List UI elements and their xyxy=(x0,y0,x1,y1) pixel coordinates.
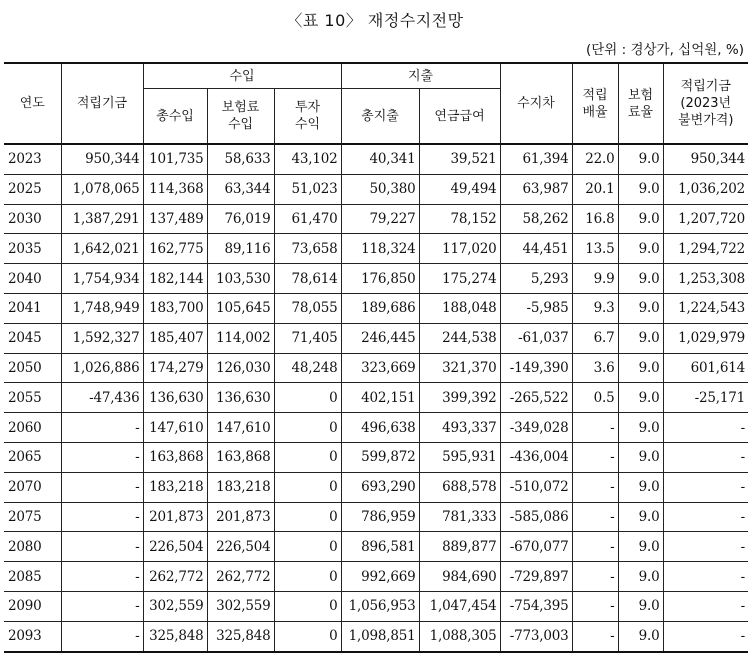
cell-fund-2023: 1,207,720 xyxy=(663,204,748,234)
cell-fund-2023: - xyxy=(663,591,748,621)
table-row xyxy=(4,293,748,323)
cell-reserve-ratio: - xyxy=(572,532,618,562)
cell-total-income: 325,848 xyxy=(143,621,207,651)
table-row xyxy=(4,204,748,234)
cell-total-expenditure: 323,669 xyxy=(341,353,419,383)
header-year: 연도 xyxy=(4,63,61,144)
cell-pension-benefit: 1,088,305 xyxy=(419,621,500,651)
table-body xyxy=(4,144,748,652)
header-investment-income: 투자 수익 xyxy=(274,89,341,145)
cell-fund: 1,642,021 xyxy=(61,234,143,264)
cell-contribution-rate: 9.0 xyxy=(618,621,663,651)
cell-fund-2023: 1,253,308 xyxy=(663,264,748,294)
cell-investment-income: 0 xyxy=(274,562,341,592)
cell-total-expenditure: 79,227 xyxy=(341,204,419,234)
cell-investment-income: 0 xyxy=(274,532,341,562)
header-total-income: 총수입 xyxy=(143,89,207,145)
cell-pension-benefit: 688,578 xyxy=(419,472,500,502)
cell-balance: -773,003 xyxy=(500,621,572,651)
cell-investment-income: 51,023 xyxy=(274,174,341,204)
table-row xyxy=(4,532,748,562)
cell-investment-income: 73,658 xyxy=(274,234,341,264)
cell-fund-2023: - xyxy=(663,413,748,443)
cell-fund: - xyxy=(61,442,143,472)
header-fund: 적립기금 xyxy=(61,63,143,144)
cell-fund-2023: 1,294,722 xyxy=(663,234,748,264)
cell-premium-income: 226,504 xyxy=(207,532,274,562)
header-expenditure: 지출 xyxy=(341,63,500,89)
table-row xyxy=(4,562,748,592)
cell-contribution-rate: 9.0 xyxy=(618,174,663,204)
cell-fund: - xyxy=(61,562,143,592)
cell-total-income: 162,775 xyxy=(143,234,207,264)
cell-fund: 1,592,327 xyxy=(61,323,143,353)
table-row xyxy=(4,502,748,532)
cell-investment-income: 0 xyxy=(274,591,341,621)
cell-fund: - xyxy=(61,413,143,443)
cell-pension-benefit: 1,047,454 xyxy=(419,591,500,621)
table-row xyxy=(4,234,748,264)
cell-total-income: 137,489 xyxy=(143,204,207,234)
cell-contribution-rate: 9.0 xyxy=(618,413,663,443)
cell-total-expenditure: 118,324 xyxy=(341,234,419,264)
cell-balance: -349,028 xyxy=(500,413,572,443)
header-pension-benefit: 연금급여 xyxy=(419,89,500,145)
cell-fund: - xyxy=(61,472,143,502)
cell-year: 2060 xyxy=(4,413,61,443)
cell-fund-2023: - xyxy=(663,562,748,592)
cell-pension-benefit: 175,274 xyxy=(419,264,500,294)
cell-contribution-rate: 9.0 xyxy=(618,204,663,234)
cell-pension-benefit: 244,538 xyxy=(419,323,500,353)
cell-pension-benefit: 188,048 xyxy=(419,293,500,323)
cell-year: 2070 xyxy=(4,472,61,502)
cell-total-expenditure: 992,669 xyxy=(341,562,419,592)
cell-contribution-rate: 9.0 xyxy=(618,502,663,532)
cell-total-expenditure: 189,686 xyxy=(341,293,419,323)
cell-premium-income: 114,002 xyxy=(207,323,274,353)
cell-total-income: 262,772 xyxy=(143,562,207,592)
cell-fund-2023: 601,614 xyxy=(663,353,748,383)
table-row xyxy=(4,174,748,204)
cell-total-expenditure: 693,290 xyxy=(341,472,419,502)
cell-fund-2023: 1,224,543 xyxy=(663,293,748,323)
table-row xyxy=(4,591,748,621)
cell-investment-income: 43,102 xyxy=(274,144,341,174)
cell-total-expenditure: 1,056,953 xyxy=(341,591,419,621)
cell-investment-income: 0 xyxy=(274,413,341,443)
cell-balance: 44,451 xyxy=(500,234,572,264)
cell-balance: -729,897 xyxy=(500,562,572,592)
cell-investment-income: 78,614 xyxy=(274,264,341,294)
cell-fund-2023: - xyxy=(663,621,748,651)
cell-year: 2093 xyxy=(4,621,61,651)
fiscal-projection-table xyxy=(4,62,748,653)
cell-total-expenditure: 1,098,851 xyxy=(341,621,419,651)
cell-total-expenditure: 50,380 xyxy=(341,174,419,204)
cell-pension-benefit: 117,020 xyxy=(419,234,500,264)
cell-fund-2023: -25,171 xyxy=(663,383,748,413)
cell-total-income: 163,868 xyxy=(143,442,207,472)
cell-total-income: 302,559 xyxy=(143,591,207,621)
header-contribution-rate: 보험 료율 xyxy=(618,63,663,144)
cell-premium-income: 163,868 xyxy=(207,442,274,472)
cell-pension-benefit: 399,392 xyxy=(419,383,500,413)
header-balance: 수지차 xyxy=(500,63,572,144)
cell-fund: 1,754,934 xyxy=(61,264,143,294)
cell-year: 2080 xyxy=(4,532,61,562)
cell-year: 2025 xyxy=(4,174,61,204)
cell-year: 2040 xyxy=(4,264,61,294)
cell-total-income: 201,873 xyxy=(143,502,207,532)
cell-reserve-ratio: 16.8 xyxy=(572,204,618,234)
cell-year: 2023 xyxy=(4,144,61,174)
cell-total-income: 136,630 xyxy=(143,383,207,413)
cell-contribution-rate: 9.0 xyxy=(618,293,663,323)
header-premium-income: 보험료 수입 xyxy=(207,89,274,145)
cell-fund-2023: - xyxy=(663,442,748,472)
cell-fund-2023: 1,029,979 xyxy=(663,323,748,353)
cell-investment-income: 0 xyxy=(274,621,341,651)
cell-total-income: 183,700 xyxy=(143,293,207,323)
cell-total-expenditure: 176,850 xyxy=(341,264,419,294)
cell-reserve-ratio: 20.1 xyxy=(572,174,618,204)
cell-fund: - xyxy=(61,532,143,562)
table-row xyxy=(4,621,748,651)
cell-reserve-ratio: - xyxy=(572,621,618,651)
cell-balance: -265,522 xyxy=(500,383,572,413)
cell-balance: 5,293 xyxy=(500,264,572,294)
cell-investment-income: 61,470 xyxy=(274,204,341,234)
cell-fund: - xyxy=(61,502,143,532)
cell-contribution-rate: 9.0 xyxy=(618,234,663,264)
cell-fund: - xyxy=(61,591,143,621)
cell-balance: -5,985 xyxy=(500,293,572,323)
cell-total-expenditure: 40,341 xyxy=(341,144,419,174)
cell-balance: 63,987 xyxy=(500,174,572,204)
cell-fund: 1,748,949 xyxy=(61,293,143,323)
cell-reserve-ratio: - xyxy=(572,591,618,621)
cell-premium-income: 302,559 xyxy=(207,591,274,621)
cell-total-income: 226,504 xyxy=(143,532,207,562)
cell-total-expenditure: 246,445 xyxy=(341,323,419,353)
table-row xyxy=(4,353,748,383)
cell-contribution-rate: 9.0 xyxy=(618,353,663,383)
cell-year: 2055 xyxy=(4,383,61,413)
cell-fund: 950,344 xyxy=(61,144,143,174)
cell-premium-income: 325,848 xyxy=(207,621,274,651)
cell-investment-income: 0 xyxy=(274,502,341,532)
header-income: 수입 xyxy=(143,63,341,89)
cell-investment-income: 78,055 xyxy=(274,293,341,323)
cell-reserve-ratio: - xyxy=(572,472,618,502)
cell-fund-2023: - xyxy=(663,502,748,532)
table-row xyxy=(4,144,748,174)
cell-balance: -585,086 xyxy=(500,502,572,532)
cell-year: 2045 xyxy=(4,323,61,353)
cell-premium-income: 147,610 xyxy=(207,413,274,443)
cell-contribution-rate: 9.0 xyxy=(618,562,663,592)
cell-total-expenditure: 599,872 xyxy=(341,442,419,472)
cell-contribution-rate: 9.0 xyxy=(618,323,663,353)
cell-premium-income: 183,218 xyxy=(207,472,274,502)
cell-contribution-rate: 9.0 xyxy=(618,532,663,562)
cell-total-income: 182,144 xyxy=(143,264,207,294)
cell-year: 2050 xyxy=(4,353,61,383)
header-total-expenditure: 총지출 xyxy=(341,89,419,145)
cell-contribution-rate: 9.0 xyxy=(618,472,663,502)
table-row xyxy=(4,413,748,443)
cell-balance: 58,262 xyxy=(500,204,572,234)
cell-contribution-rate: 9.0 xyxy=(618,264,663,294)
cell-premium-income: 58,633 xyxy=(207,144,274,174)
cell-reserve-ratio: - xyxy=(572,442,618,472)
cell-reserve-ratio: 6.7 xyxy=(572,323,618,353)
cell-premium-income: 126,030 xyxy=(207,353,274,383)
cell-pension-benefit: 984,690 xyxy=(419,562,500,592)
cell-balance: -149,390 xyxy=(500,353,572,383)
cell-fund: -47,436 xyxy=(61,383,143,413)
cell-pension-benefit: 49,494 xyxy=(419,174,500,204)
cell-total-income: 101,735 xyxy=(143,144,207,174)
cell-total-income: 114,368 xyxy=(143,174,207,204)
cell-total-expenditure: 786,959 xyxy=(341,502,419,532)
cell-fund: 1,078,065 xyxy=(61,174,143,204)
table-row xyxy=(4,323,748,353)
cell-reserve-ratio: 22.0 xyxy=(572,144,618,174)
cell-total-expenditure: 496,638 xyxy=(341,413,419,443)
cell-pension-benefit: 889,877 xyxy=(419,532,500,562)
cell-reserve-ratio: 9.9 xyxy=(572,264,618,294)
cell-pension-benefit: 493,337 xyxy=(419,413,500,443)
cell-reserve-ratio: 3.6 xyxy=(572,353,618,383)
cell-balance: 61,394 xyxy=(500,144,572,174)
cell-pension-benefit: 39,521 xyxy=(419,144,500,174)
cell-year: 2085 xyxy=(4,562,61,592)
cell-year: 2075 xyxy=(4,502,61,532)
cell-fund-2023: - xyxy=(663,472,748,502)
cell-investment-income: 0 xyxy=(274,383,341,413)
cell-fund: - xyxy=(61,621,143,651)
cell-reserve-ratio: 9.3 xyxy=(572,293,618,323)
table-title: 〈표 10〉 재정수지전망 xyxy=(286,11,464,30)
cell-total-expenditure: 896,581 xyxy=(341,532,419,562)
cell-reserve-ratio: - xyxy=(572,502,618,532)
cell-contribution-rate: 9.0 xyxy=(618,383,663,413)
cell-investment-income: 48,248 xyxy=(274,353,341,383)
cell-fund-2023: 950,344 xyxy=(663,144,748,174)
cell-balance: -754,395 xyxy=(500,591,572,621)
cell-pension-benefit: 781,333 xyxy=(419,502,500,532)
cell-investment-income: 71,405 xyxy=(274,323,341,353)
cell-year: 2035 xyxy=(4,234,61,264)
cell-contribution-rate: 9.0 xyxy=(618,591,663,621)
cell-contribution-rate: 9.0 xyxy=(618,442,663,472)
cell-total-income: 174,279 xyxy=(143,353,207,383)
unit-note: (단위 : 경상가, 십억원, %) xyxy=(586,42,744,58)
cell-fund: 1,387,291 xyxy=(61,204,143,234)
cell-investment-income: 0 xyxy=(274,472,341,502)
cell-total-income: 185,407 xyxy=(143,323,207,353)
cell-premium-income: 103,530 xyxy=(207,264,274,294)
cell-total-income: 183,218 xyxy=(143,472,207,502)
cell-contribution-rate: 9.0 xyxy=(618,144,663,174)
cell-reserve-ratio: - xyxy=(572,413,618,443)
cell-balance: -436,004 xyxy=(500,442,572,472)
cell-year: 2090 xyxy=(4,591,61,621)
cell-premium-income: 136,630 xyxy=(207,383,274,413)
cell-premium-income: 63,344 xyxy=(207,174,274,204)
cell-pension-benefit: 321,370 xyxy=(419,353,500,383)
cell-premium-income: 76,019 xyxy=(207,204,274,234)
cell-year: 2030 xyxy=(4,204,61,234)
table-row xyxy=(4,472,748,502)
header-reserve-ratio: 적립 배율 xyxy=(572,63,618,144)
cell-reserve-ratio: 13.5 xyxy=(572,234,618,264)
cell-balance: -61,037 xyxy=(500,323,572,353)
table-row xyxy=(4,442,748,472)
cell-premium-income: 201,873 xyxy=(207,502,274,532)
table-row xyxy=(4,264,748,294)
cell-total-income: 147,610 xyxy=(143,413,207,443)
cell-pension-benefit: 78,152 xyxy=(419,204,500,234)
cell-year: 2041 xyxy=(4,293,61,323)
cell-fund-2023: 1,036,202 xyxy=(663,174,748,204)
header-fund-2023: 적립기금 (2023년 불변가격) xyxy=(663,63,748,144)
cell-pension-benefit: 595,931 xyxy=(419,442,500,472)
cell-total-expenditure: 402,151 xyxy=(341,383,419,413)
cell-premium-income: 105,645 xyxy=(207,293,274,323)
cell-fund-2023: - xyxy=(663,532,748,562)
cell-premium-income: 89,116 xyxy=(207,234,274,264)
table-row xyxy=(4,383,748,413)
cell-fund: 1,026,886 xyxy=(61,353,143,383)
cell-balance: -670,077 xyxy=(500,532,572,562)
cell-year: 2065 xyxy=(4,442,61,472)
cell-investment-income: 0 xyxy=(274,442,341,472)
cell-reserve-ratio: 0.5 xyxy=(572,383,618,413)
cell-premium-income: 262,772 xyxy=(207,562,274,592)
cell-balance: -510,072 xyxy=(500,472,572,502)
cell-reserve-ratio: - xyxy=(572,562,618,592)
